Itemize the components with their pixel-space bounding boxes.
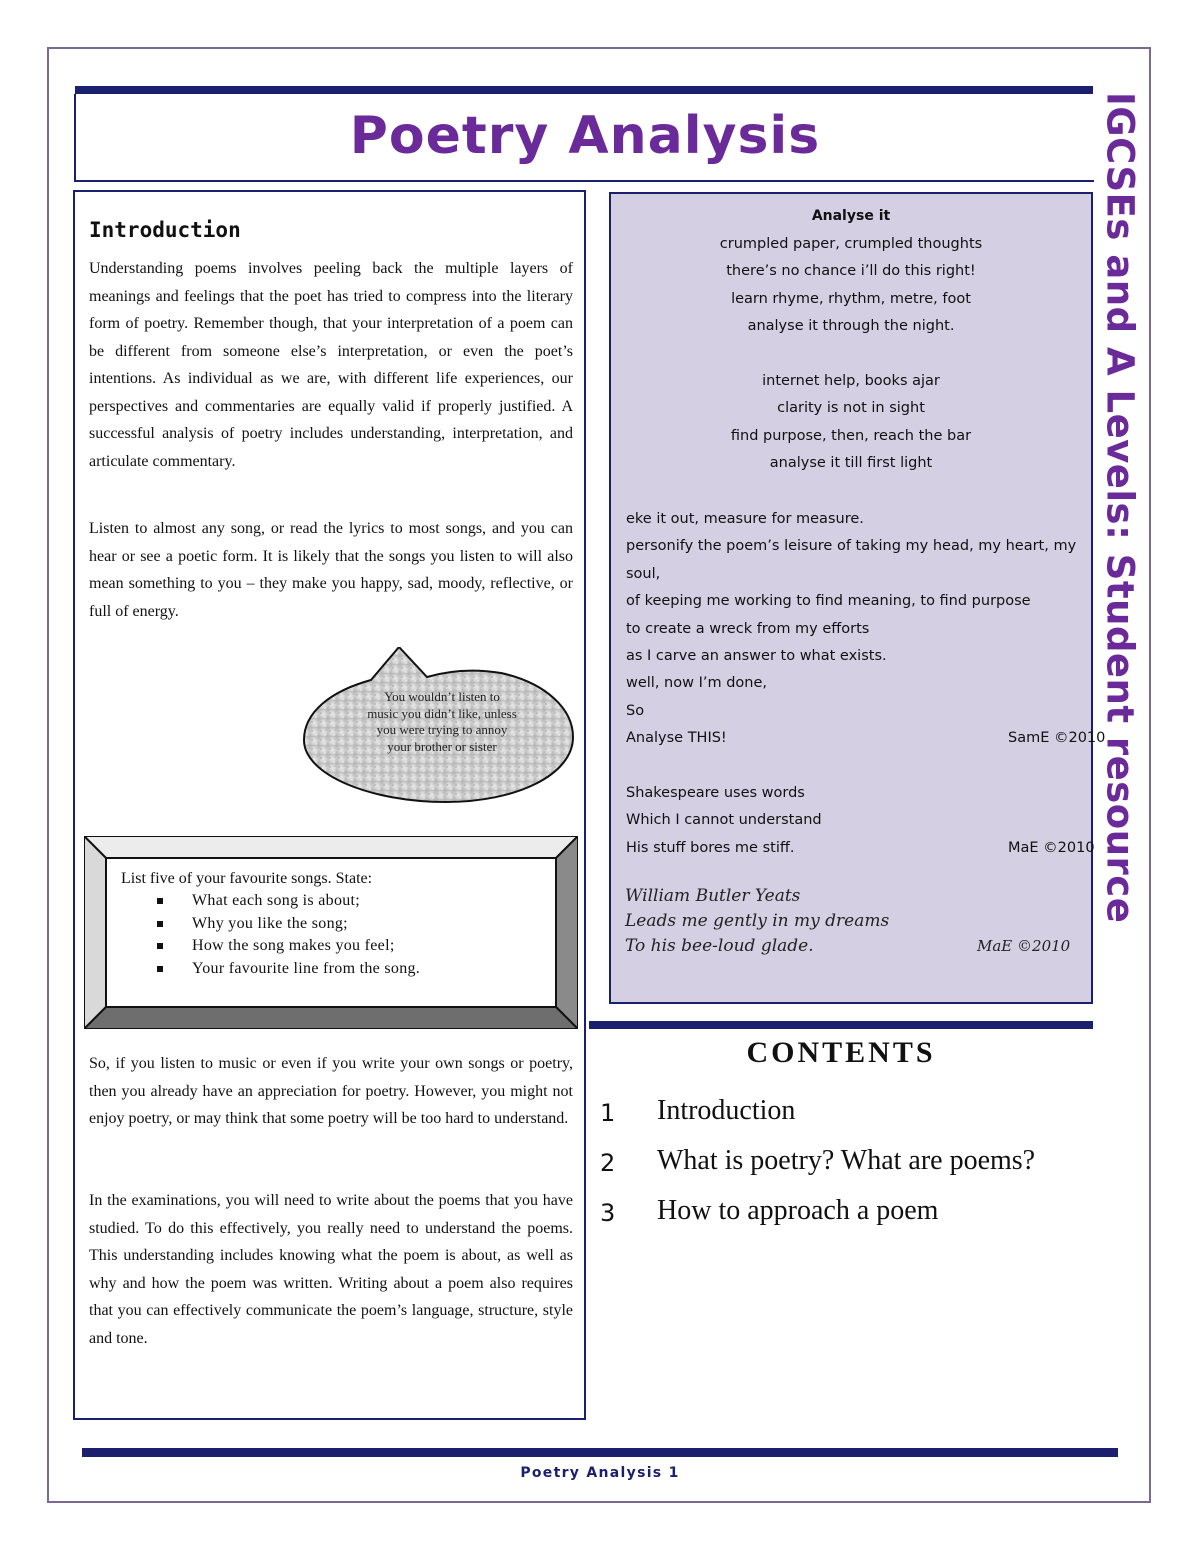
contents-list: [600, 1095, 1100, 1245]
contents-label: Introduction: [657, 1095, 796, 1126]
activity-frame: [84, 836, 578, 1029]
poem-line: well, now I’m done,: [626, 675, 767, 692]
haiku-credit: MaE ©2010: [1008, 839, 1095, 856]
poem-line: soul,: [626, 565, 661, 582]
poem-line: find purpose, then, reach the bar: [730, 427, 972, 444]
contents-number: 3: [600, 1199, 616, 1227]
poem-box: [609, 192, 1106, 1004]
poem-line: personify the poem’s leisure of taking my head, my heart, my: [626, 538, 1077, 555]
contents-label: What is poetry? What are poems?: [657, 1145, 1036, 1176]
introduction-column: [73, 190, 586, 1420]
contents-item[interactable]: [600, 1095, 1100, 1145]
speech-bubble: [301, 647, 576, 807]
poem-stanza-2: [611, 368, 1091, 478]
page-footer: Poetry Analysis 1: [520, 1465, 680, 1481]
contents-number: 2: [600, 1149, 616, 1177]
body-paragraph-3: So, if you listen to music or even if you write your own songs or poetry, then you already have an appreciation for poetry. However, you might not enjoy poetry, or may think that some poetry will be too hard to understand.: [89, 1055, 573, 1127]
haiku-line: His stuff bores me stiff.: [626, 839, 795, 856]
activity-lead: List five of your favourite songs. State:: [121, 870, 373, 887]
title-box: [74, 94, 1094, 182]
header-rule: [75, 86, 1093, 94]
poem-line: analyse it through the night.: [747, 318, 955, 335]
poem-credit: SamE ©2010: [1008, 730, 1106, 747]
poem-line: to create a wreck from my efforts: [626, 620, 870, 637]
poem-line: learn rhyme, rhythm, metre, foot: [731, 290, 971, 307]
script-last-line: [625, 934, 1077, 959]
script-line: Leads me gently in my dreams: [625, 911, 890, 931]
poem-line: of keeping me working to find meaning, to find purpose: [626, 593, 1031, 610]
contents-heading: CONTENTS: [746, 1036, 936, 1069]
poem-line: Analyse THIS!: [626, 730, 727, 747]
poem-line: internet help, books ajar: [762, 373, 940, 389]
activity-item: What each song is about;: [192, 890, 420, 913]
script-haiku: [625, 884, 1077, 959]
introduction-heading: Introduction: [89, 218, 241, 242]
intro-paragraph-2: Listen to almost any song, or read the lyrics to most songs, and you can hear or see a poetic form. It is likely that the songs you listen to will also mean something to you – they make you happy, sad, moody, reflective, or full of energy.: [89, 520, 573, 620]
side-banner: [1090, 92, 1150, 1012]
activity-item: Why you like the song;: [192, 913, 420, 936]
poem-line: eke it out, measure for measure.: [626, 511, 864, 527]
poem-heading: Analyse it: [811, 208, 891, 224]
poem-line: analyse it till first light: [769, 455, 933, 472]
poem-line: crumpled paper, crumpled thoughts: [719, 236, 983, 252]
activity-item: How the song makes you feel;: [192, 935, 420, 958]
haiku-line: Shakespeare uses words: [626, 785, 805, 801]
contents-item[interactable]: [600, 1145, 1100, 1195]
poem-line: as I carve an answer to what exists.: [626, 648, 887, 665]
activity-content: [121, 870, 420, 980]
poem-last-line: [626, 725, 1106, 752]
page-title: Poetry Analysis: [349, 106, 821, 166]
poem-stanza-3: [626, 506, 1106, 753]
haiku-line: Which I cannot understand: [626, 812, 822, 829]
footer-rule: [82, 1448, 1118, 1457]
activity-item: Your favourite line from the song.: [192, 958, 420, 981]
poem-line: clarity is not in sight: [777, 400, 925, 417]
poem-line: So: [626, 702, 645, 719]
side-banner-text: IGCSEs and A Levels: Student resource: [1098, 92, 1142, 924]
activity-list: [121, 890, 420, 980]
script-line: To his bee-loud glade.: [625, 936, 814, 956]
haiku: [626, 780, 1095, 862]
body-paragraph-4: In the examinations, you will need to write about the poems that you have studied. To do this effectively, you really need to understand the poems. This understanding includes knowing what the poem is about, as well as why and how the poem was written. Writing about a poem also requires that you can effectively communicate the poem’s language, structure, style and tone.: [89, 1192, 573, 1347]
script-line: William Butler Yeats: [625, 886, 801, 906]
script-credit: MaE ©2010: [977, 937, 1071, 955]
poem-line: there’s no chance i’ll do this right!: [726, 263, 976, 280]
contents-number: 1: [600, 1099, 616, 1127]
haiku-last-line: [626, 835, 1095, 862]
poem-stanza-1: [611, 231, 1091, 341]
contents-item[interactable]: [600, 1195, 1100, 1245]
contents-label: How to approach a poem: [657, 1195, 939, 1226]
intro-paragraph-1: Understanding poems involves peeling back the multiple layers of meanings and feelings that the poet has tried to compress into the literary form of poetry. Remember though, that your interpretation of a poem can be different from someone else’s interpretation, or even the poet’s intentions. As individual as we are, with different life experiences, our perspectives and commentaries are equally valid if properly justified. A successful analysis of poetry includes understanding, interpretation, and articulate commentary.: [89, 260, 573, 470]
speech-bubble-text: You wouldn’t listen to music you didn’t like, unless you were trying to annoy your brother or sister: [367, 689, 517, 754]
contents-rule: [589, 1021, 1093, 1029]
